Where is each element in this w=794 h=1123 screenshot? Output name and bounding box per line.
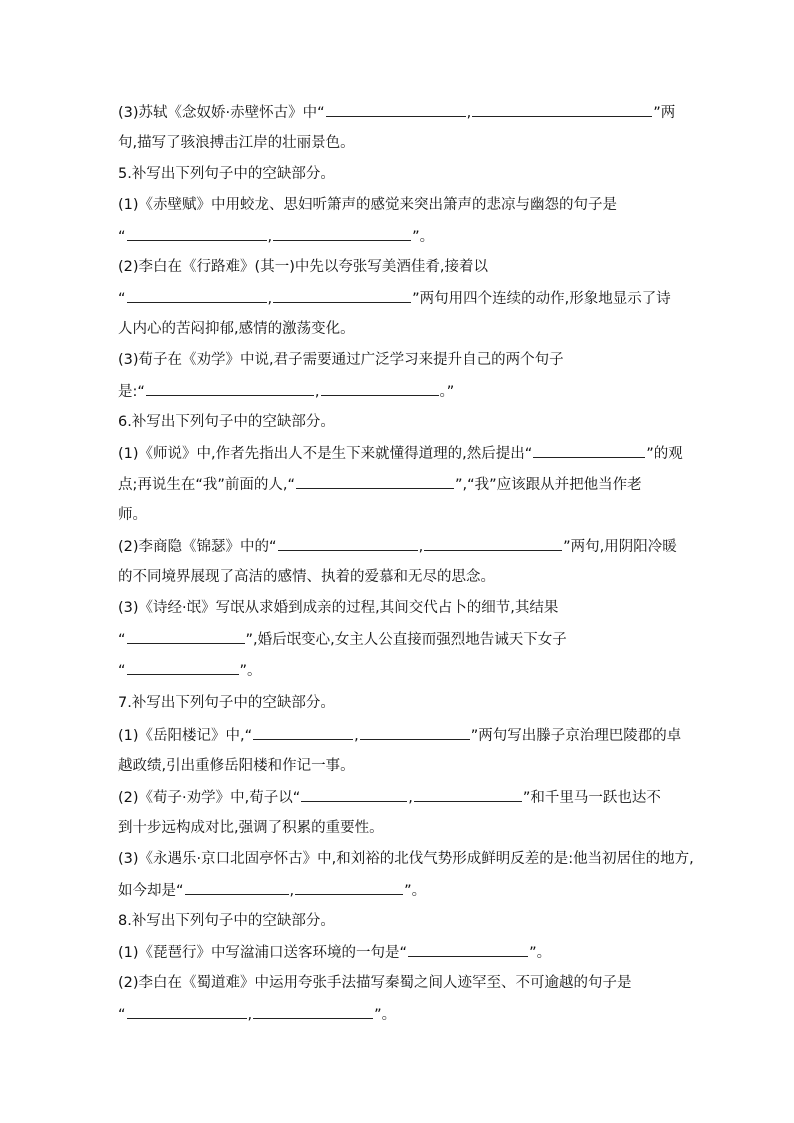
answer-blank[interactable] [472,102,652,117]
answer-blank[interactable] [296,474,454,489]
answer-blank[interactable] [253,725,353,740]
q6-item-1-line2: 点;再说生在“我”前面的人,“ ”,“我”应该跟从并把他当作老 [118,474,642,494]
answer-blank[interactable] [185,880,289,895]
answer-blank[interactable] [127,629,245,644]
answer-blank[interactable] [414,787,522,802]
q6-item-3-line3: “ ”。 [118,660,262,680]
q4-item-3-line1: (3)苏轼《念奴娇·赤壁怀古》中“ , ”两 [118,102,675,122]
answer-blank[interactable] [253,1004,373,1019]
q6-title: 6.补写出下列句子中的空缺部分。 [118,414,335,430]
q6-item-1-line3: 师。 [118,507,147,523]
answer-blank[interactable] [273,226,411,241]
q8-title: 8.补写出下列句子中的空缺部分。 [118,913,335,929]
answer-blank[interactable] [127,226,267,241]
q7-item-2-line2: 到十步远构成对比,强调了积累的重要性。 [118,820,384,836]
answer-blank[interactable] [533,443,645,458]
q6-item-1-line1: (1)《师说》中,作者先指出人不是生下来就懂得道理的,然后提出“ ”的观 [118,443,683,463]
q6-item-2-line2: 的不同境界展现了高洁的感情、执着的爱慕和无尽的思念。 [118,569,495,585]
q7-item-3-line2: 如今却是“ , ”。 [118,880,426,900]
answer-blank[interactable] [326,102,466,117]
q5-item-2-line2: “ , ”两句用四个连续的动作,形象地显示了诗 [118,288,671,308]
q5-item-3-line1: (3)荀子在《劝学》中说,君子需要通过广泛学习来提升自己的两个句子 [118,352,564,368]
q7-item-3-line1: (3)《永遇乐·京口北固亭怀古》中,和刘裕的北伐气势形成鲜明反差的是:他当初居住的地方, [118,851,694,867]
q5-item-1-line1: (1)《赤壁赋》中用蛟龙、思妇听箫声的感觉来突出箫声的悲凉与幽怨的句子是 [118,197,618,213]
answer-blank[interactable] [360,725,470,740]
answer-blank[interactable] [408,942,528,957]
answer-blank[interactable] [146,381,314,396]
q7-item-2-line1: (2)《荀子·劝学》中,荀子以“ , ”和千里马一跃也达不 [118,787,661,807]
q7-item-1-line1: (1)《岳阳楼记》中,“ , ”两句写出滕子京治理巴陵郡的卓 [118,725,681,745]
q6-item-2-line1: (2)李商隐《锦瑟》中的“ , ”两句,用阴阳冷暖 [118,536,677,556]
q8-item-2-line1: (2)李白在《蜀道难》中运用夸张手法描写秦蜀之间人迹罕至、不可逾越的句子是 [118,975,632,991]
answer-blank[interactable] [301,787,407,802]
q5-title: 5.补写出下列句子中的空缺部分。 [118,166,335,182]
answer-blank[interactable] [278,536,418,551]
q5-item-3-line2: 是:“ , 。” [118,381,454,401]
q4-item-3-line2: 句,描写了骇浪搏击江岸的壮丽景色。 [118,135,355,151]
q6-item-3-line1: (3)《诗经·氓》写氓从求婚到成亲的过程,其间交代占卜的细节,其结果 [118,600,559,616]
answer-blank[interactable] [127,1004,247,1019]
q5-item-2-line3: 人内心的苦闷抑郁,感情的激荡变化。 [118,321,355,337]
answer-blank[interactable] [424,536,562,551]
q7-title: 7.补写出下列句子中的空缺部分。 [118,695,335,711]
q8-item-1-line1: (1)《琵琶行》中写湓浦口送客环境的一句是“ ”。 [118,942,551,962]
answer-blank[interactable] [321,381,439,396]
q5-item-2-line1: (2)李白在《行路难》(其一)中先以夸张写美酒佳肴,接着以 [118,259,488,275]
q8-item-2-line2: “ , ”。 [118,1004,396,1024]
answer-blank[interactable] [273,288,411,303]
answer-blank[interactable] [127,288,267,303]
answer-blank[interactable] [295,880,403,895]
q7-item-1-line2: 越政绩,引出重修岳阳楼和作记一事。 [118,758,355,774]
q5-item-1-line2: “ , ”。 [118,226,434,246]
answer-blank[interactable] [127,660,239,675]
q6-item-3-line2: “ ”,婚后氓变心,女主人公直接而强烈地告诫天下女子 [118,629,567,649]
